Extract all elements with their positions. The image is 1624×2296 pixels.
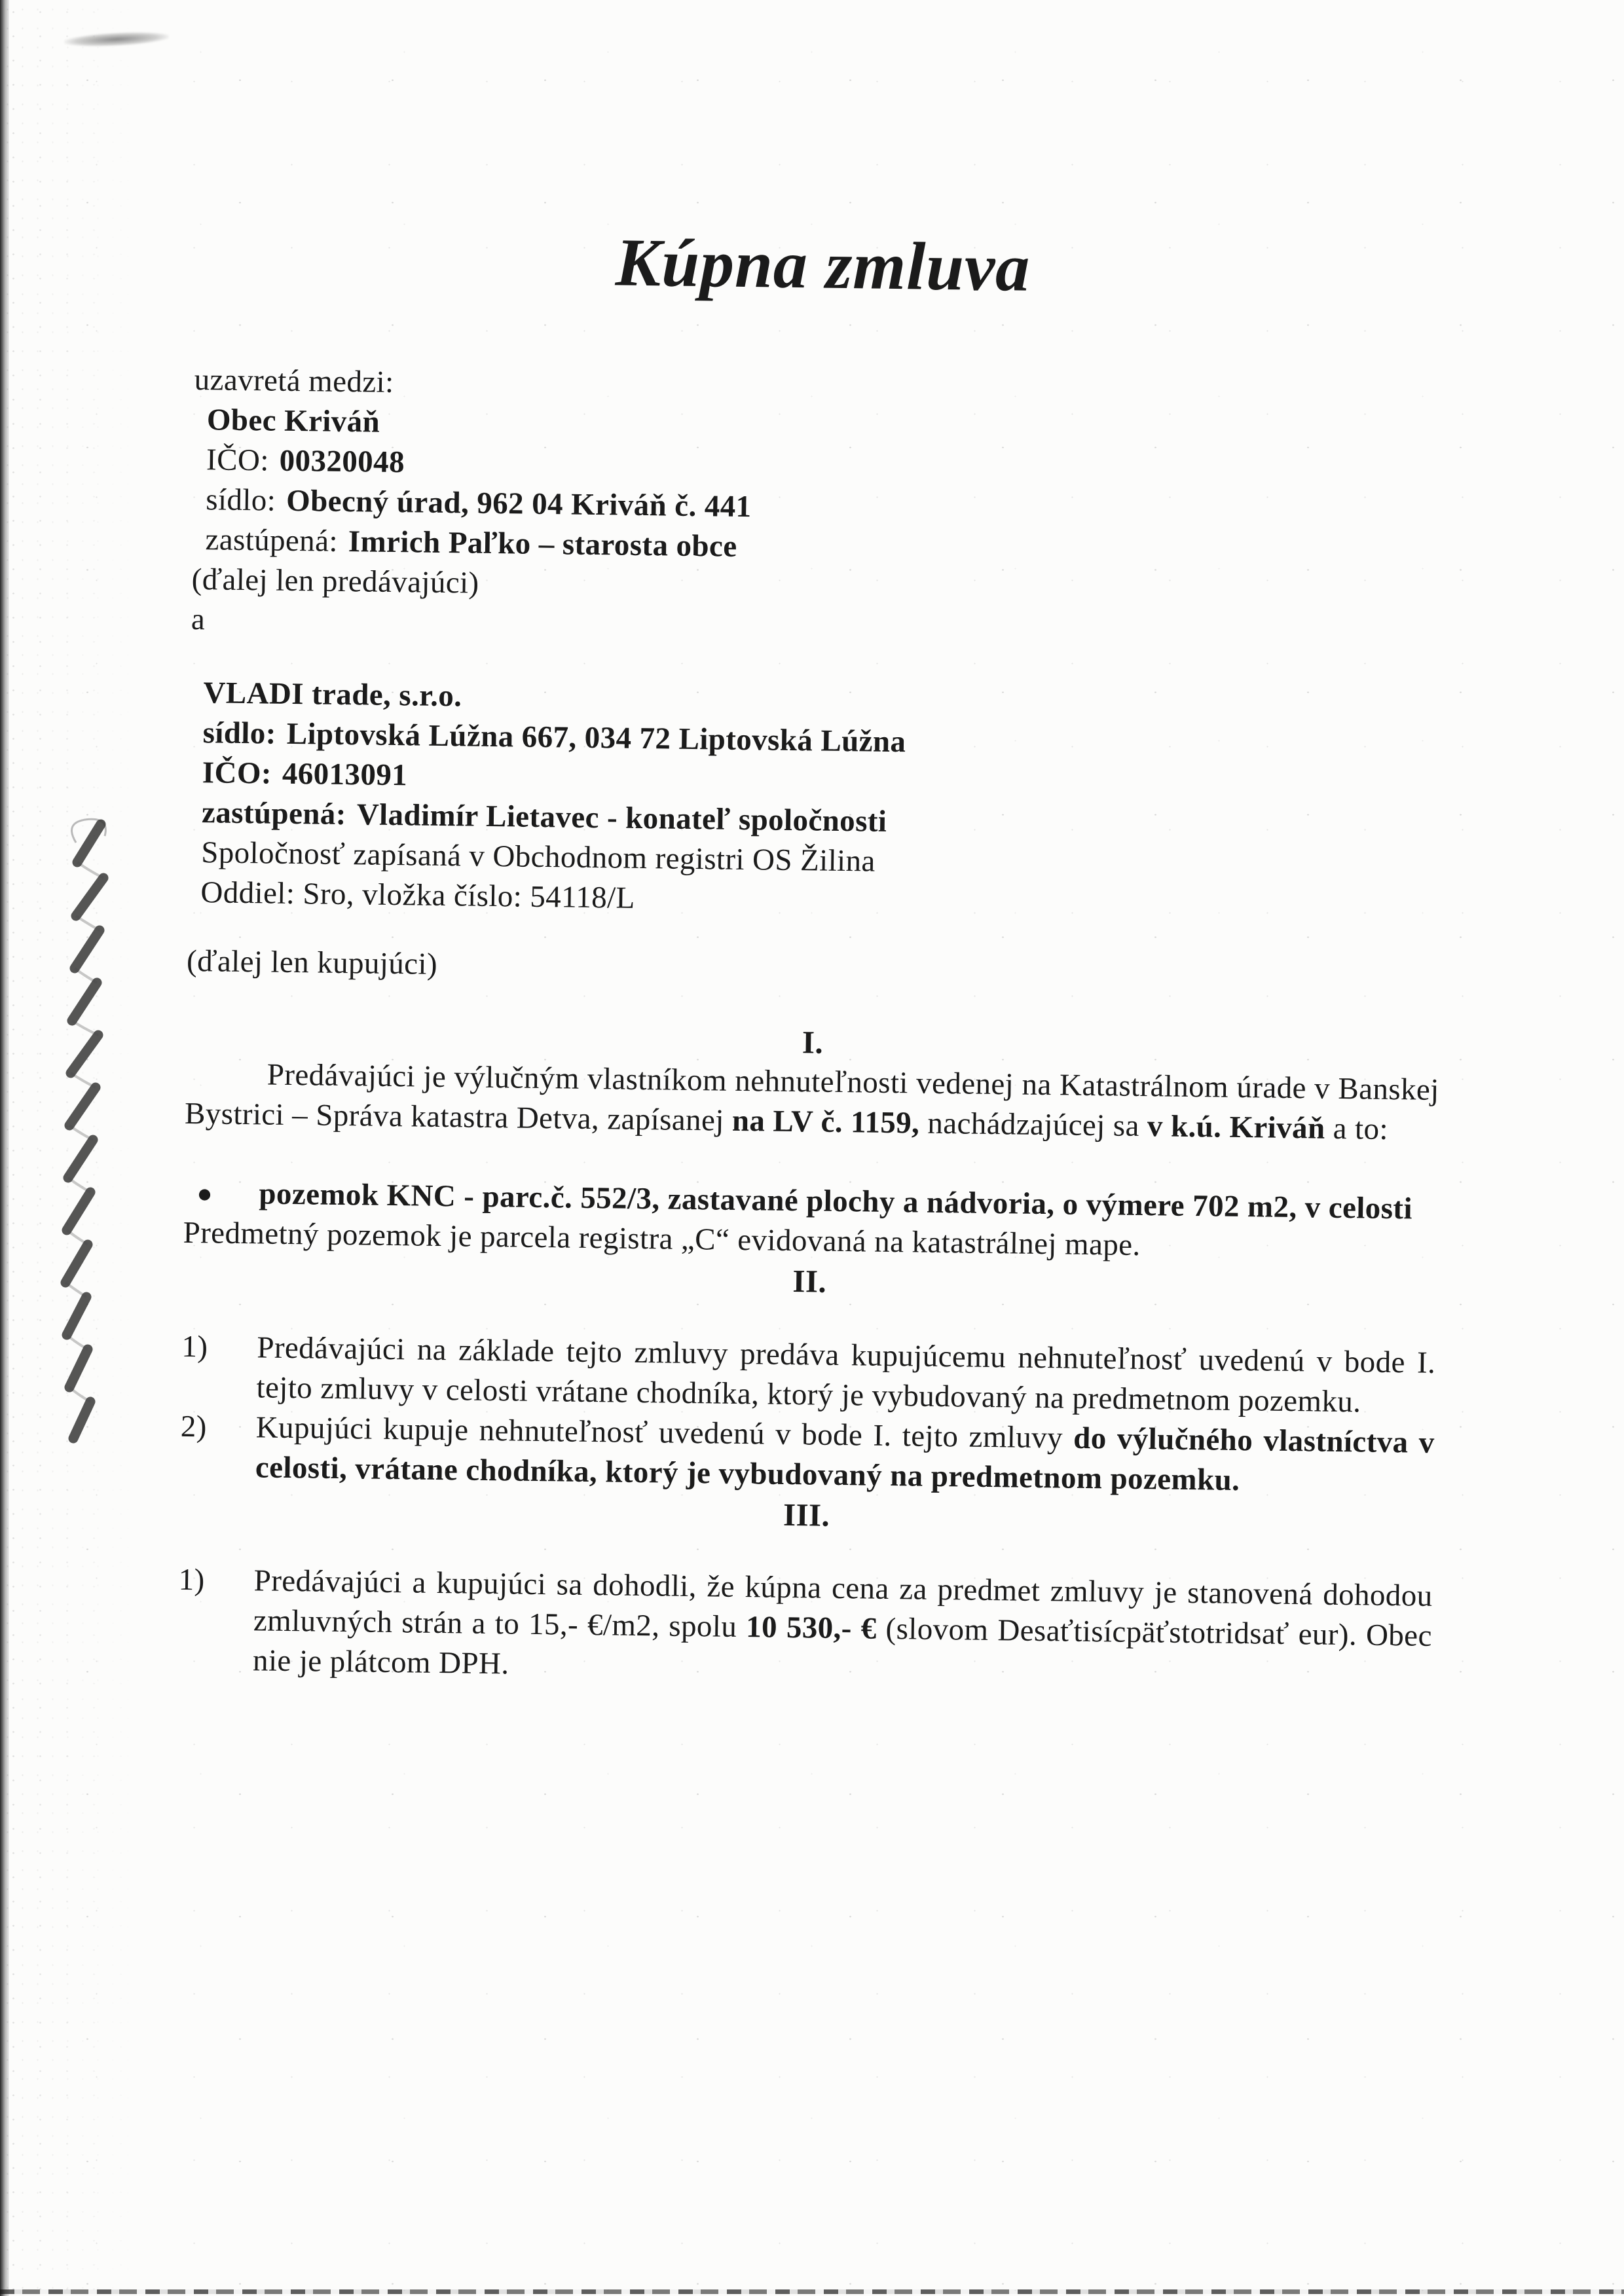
section1-run1: Predávajúci je výlučným vlastníkom nehnuteľnosti vedenej na Katastrálnom úrade v Banskej Bystrici – Správa katastra Detva, zapísanej bbox=[184, 1057, 1440, 1138]
buyer-sidlo-value: Liptovská Lúžna 667, 034 72 Liptovská Lúžna bbox=[286, 716, 906, 759]
section3-item1-run2: 10 530,- € bbox=[745, 1610, 877, 1646]
buyer-block bbox=[200, 673, 1445, 929]
parcel-bullet-text: pozemok KNC - parc.č. 552/3, zastavané plochy a nádvoria, o výmere 702 m2, v celosti bbox=[259, 1176, 1413, 1226]
section1-run3: nachádzajúcej sa bbox=[919, 1106, 1148, 1144]
section3-item1-text bbox=[253, 1561, 1433, 1696]
section2-item2-text bbox=[255, 1408, 1435, 1503]
section3-item1-run1: Predávajúci a kupujúci sa dohodli, že kúpna cena za predmet zmluvy je stanovená dohodou zmluvných strán a to 15,- €/m2, spolu bbox=[253, 1563, 1433, 1645]
section3-item1-run3: (slovom Desaťtisícpäťstotridsať eur). Obec nie je plátcom DPH. bbox=[252, 1611, 1433, 1681]
section1-run4: v k.ú. Kriváň bbox=[1147, 1109, 1325, 1146]
section2-item2 bbox=[180, 1407, 1435, 1503]
section2-item1-text: Predávajúci na základe tejto zmluvy predáva kupujúcemu nehnuteľnosť uvedenú v bode I. tejto zmluvy v celosti vrátane chodníka, ktorý je vybudovaný na predmetnom pozemku. bbox=[256, 1330, 1436, 1419]
binding-coil-artifact bbox=[58, 815, 120, 1476]
seller-block bbox=[205, 400, 1448, 576]
section2-item2-run1: Kupujúci kupuje nehnuteľnosť uvedenú v bode I. tejto zmluvy bbox=[255, 1410, 1074, 1455]
scan-edge-bottom bbox=[0, 2289, 1624, 2294]
bullet-icon: ● bbox=[196, 1178, 213, 1209]
seller-alias: (ďalej len predávajúci) bbox=[191, 562, 479, 600]
section2-item1-number: 1) bbox=[181, 1329, 208, 1364]
section2-item2-number: 2) bbox=[180, 1409, 208, 1444]
conjunction-a: a bbox=[191, 602, 206, 637]
seller-sidlo-label: sídlo: bbox=[205, 483, 276, 518]
seller-ico-value: 00320048 bbox=[279, 443, 405, 480]
buyer-registry-line1: Spoločnosť zapísaná v Obchodnom registri OS Žilina bbox=[200, 835, 876, 879]
page-title: Kúpna zmluva bbox=[615, 225, 1031, 306]
section2-number: II. bbox=[792, 1263, 827, 1300]
buyer-ico-value: 46013091 bbox=[282, 756, 408, 793]
seller-name-text: Obec Kriváň bbox=[206, 403, 380, 439]
section3-number: III. bbox=[783, 1496, 830, 1533]
section1-number: I. bbox=[802, 1024, 824, 1061]
buyer-name-text: VLADI trade, s.r.o. bbox=[203, 676, 462, 714]
seller-sidlo-value: Obecný úrad, 962 04 Kriváň č. 441 bbox=[286, 483, 752, 524]
buyer-rep-label: zastúpená: bbox=[201, 795, 347, 832]
seller-ico-label: IČO: bbox=[206, 443, 270, 478]
intro-line: uzavretá medzi: bbox=[194, 362, 394, 399]
parcel-note: Predmetný pozemok je parcela registra „C“ evidovaná na katastrálnej mape. bbox=[183, 1215, 1141, 1263]
seller-rep-value: Imrich Paľko – starosta obce bbox=[348, 524, 737, 564]
section1-run5: a to: bbox=[1325, 1111, 1389, 1146]
contract-content bbox=[177, 216, 1450, 1696]
section1-run2: na LV č. 1159, bbox=[731, 1103, 920, 1140]
section3-item1 bbox=[177, 1560, 1433, 1696]
buyer-sidlo-label: sídlo: bbox=[202, 716, 277, 751]
buyer-rep-value: Vladimír Lietavec - konateľ spoločnosti bbox=[356, 797, 887, 839]
buyer-alias: (ďalej len kupujúci) bbox=[186, 943, 438, 981]
buyer-registry-line2: Oddiel: Sro, vložka číslo: 54118/L bbox=[200, 875, 636, 915]
section3-item1-number: 1) bbox=[178, 1562, 206, 1597]
section1-paragraph bbox=[185, 1054, 1439, 1150]
buyer-ico-label: IČO: bbox=[202, 756, 272, 791]
section2-item2-run2: do výlučného vlastníctva v celosti, vrátane chodníka, ktorý je vybudovaný na predmetnom pozemku. bbox=[255, 1421, 1435, 1498]
seller-rep-label: zastúpená: bbox=[205, 522, 339, 558]
